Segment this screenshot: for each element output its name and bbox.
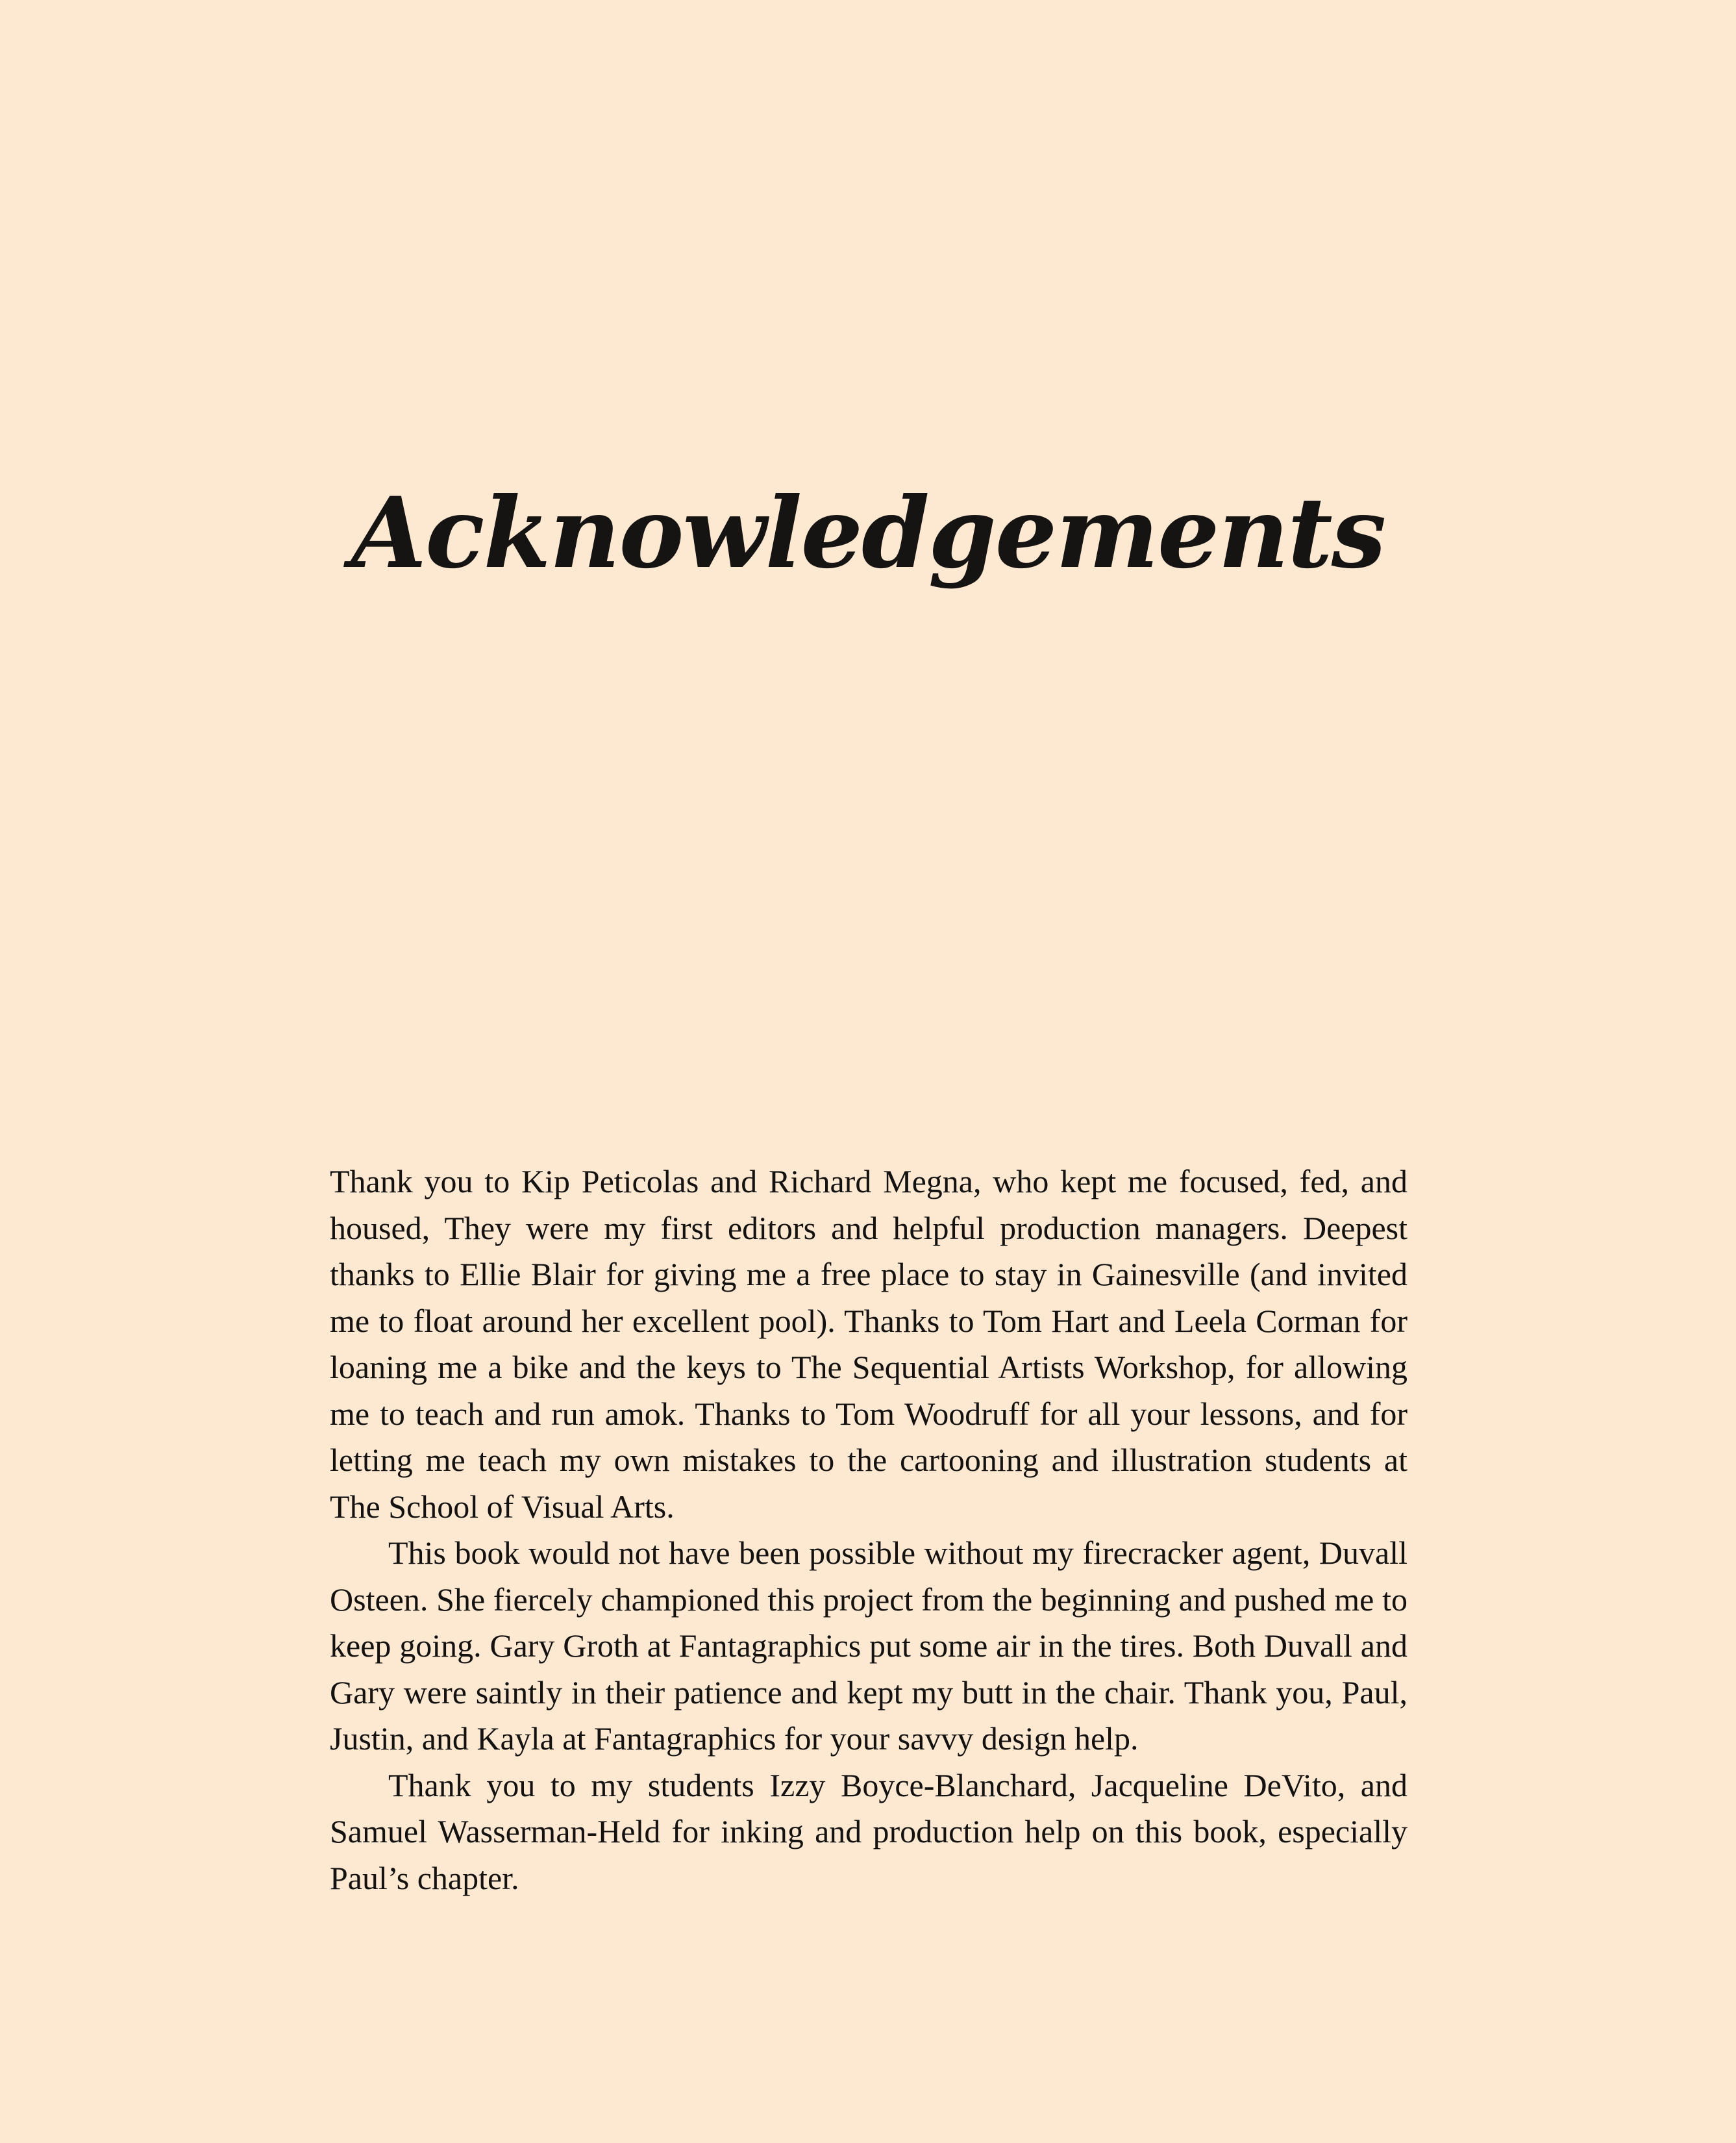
page-title: Acknowledgements <box>351 475 1385 590</box>
paragraph-1: Thank you to Kip Peticolas and Richard Megna, who kept me focused, fed, and housed, They were my first editors and helpful production managers. Deepest thanks to Ellie Blair for giving me a free place to stay in Gainesville (and invited me to float around her excellent pool). Thanks to Tom Hart and Leela Corman for loaning me a bike and the keys to The Sequential Artists Workshop, for allowing me to teach and run amok. Thanks to Tom Woodruff for all your lessons, and for letting me teach my own mistakes to the cartooning and illustration students at The School of Visual Arts. <box>330 1163 1407 1525</box>
paragraph-2: This book would not have been possible without my firecracker agent, Duvall Osteen. She fiercely championed this project from the beginning and pushed me to keep going. Gary Groth at Fantagraphics put some air in the tires. Both Duvall and Gary were saintly in their patience and kept my butt in the chair. Thank you, Paul, Justin, and Kayla at Fantagraphics for your savvy design help. <box>330 1535 1407 1757</box>
acknowledgements-body <box>330 1159 1407 1901</box>
paragraph-3: Thank you to my students Izzy Boyce-Blanchard, Jacqueline DeVito, and Samuel Wasserman-Held for inking and production help on this book, especially Paul’s chapter. <box>330 1766 1407 1896</box>
